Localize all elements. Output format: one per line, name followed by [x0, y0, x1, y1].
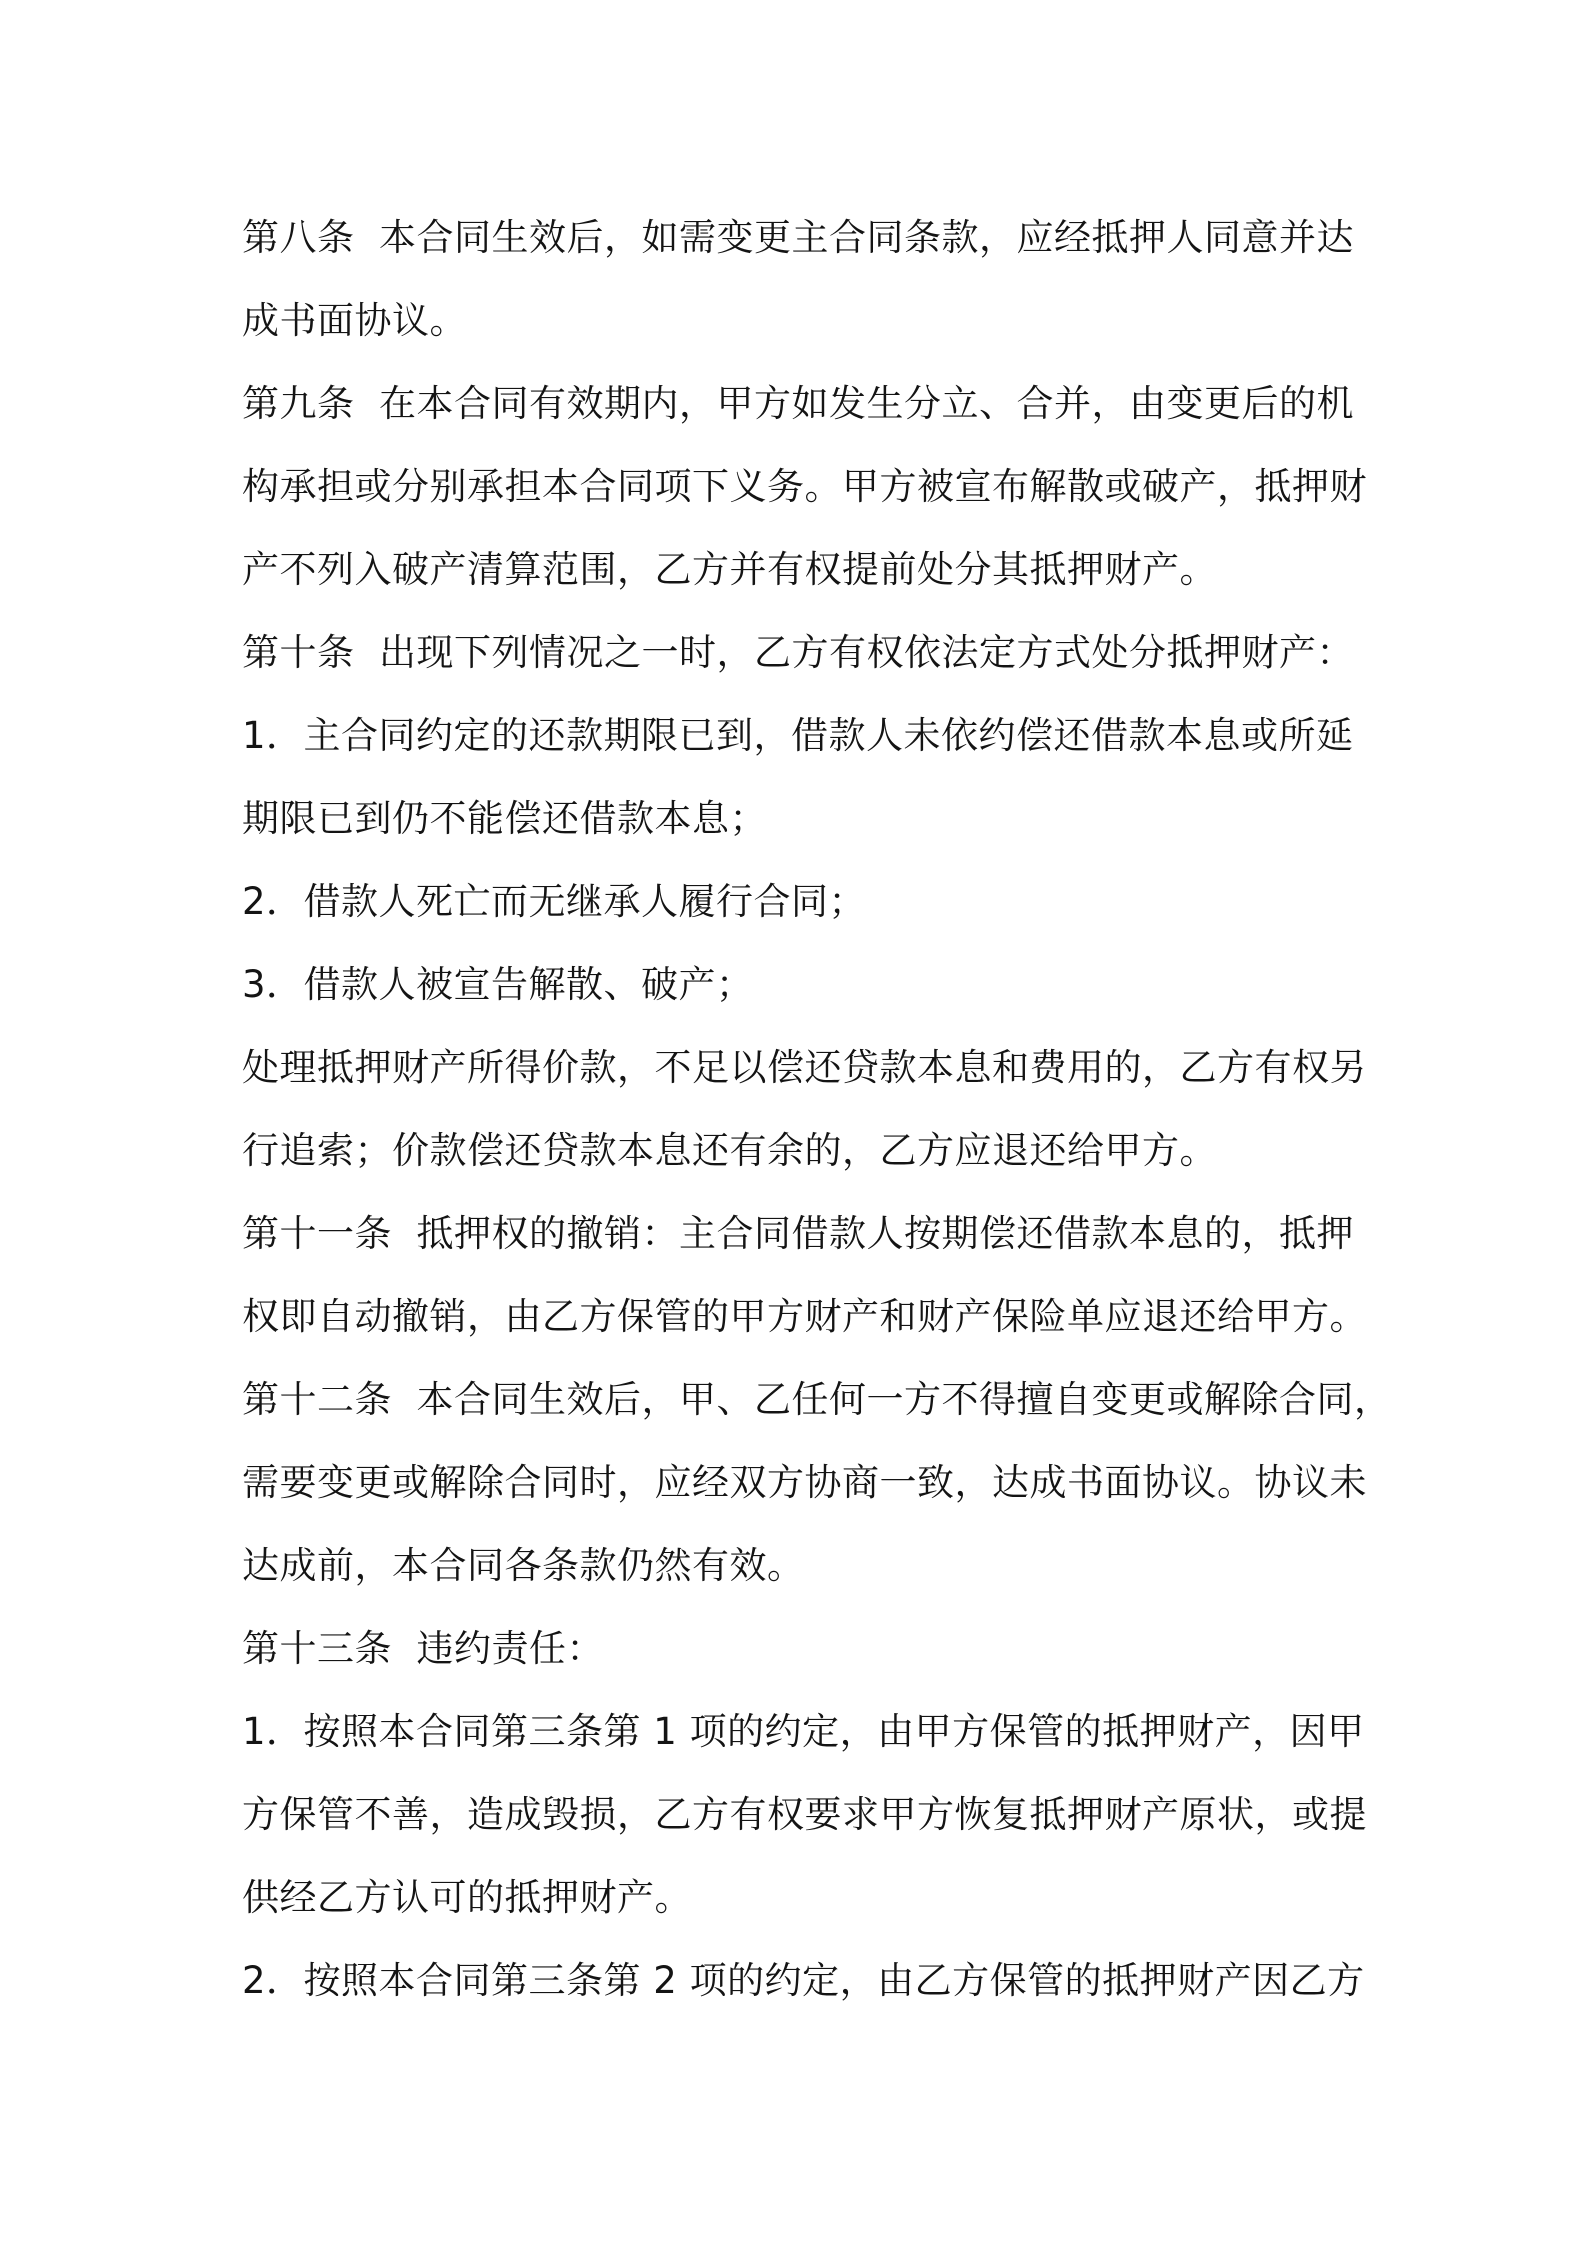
contract-text	[242, 196, 1392, 2022]
text-line: 行追索；价款偿还贷款本息还有余的，乙方应退还给甲方。	[242, 1129, 1217, 1172]
text-line: 第九条 在本合同有效期内，甲方如发生分立、合并，由变更后的机	[242, 382, 1355, 425]
text-line: 期限已到仍不能偿还借款本息；	[242, 797, 767, 840]
text-line: 处理抵押财产所得价款，不足以偿还贷款本息和费用的，乙方有权另	[242, 1046, 1367, 1089]
text-line: 需要变更或解除合同时，应经双方协商一致，达成书面协议。协议未	[242, 1461, 1367, 1504]
text-line: 1．按照本合同第三条第 1 项的约定，由甲方保管的抵押财产，因甲	[242, 1710, 1365, 1753]
text-line: 成书面协议。	[242, 299, 467, 342]
text-line: 达成前，本合同各条款仍然有效。	[242, 1544, 805, 1587]
text-line: 2．按照本合同第三条第 2 项的约定，由乙方保管的抵押财产因乙方	[242, 1959, 1365, 2002]
text-line: 产不列入破产清算范围，乙方并有权提前处分其抵押财产。	[242, 548, 1217, 591]
text-line: 权即自动撤销，由乙方保管的甲方财产和财产保险单应退还给甲方。	[242, 1295, 1367, 1338]
text-line: 供经乙方认可的抵押财产。	[242, 1876, 692, 1919]
text-line: 1．主合同约定的还款期限已到，借款人未依约偿还借款本息或所延	[242, 714, 1354, 757]
text-line: 3．借款人被宣告解散、破产；	[242, 963, 754, 1006]
text-line: 第八条 本合同生效后，如需变更主合同条款，应经抵押人同意并达	[242, 216, 1355, 259]
text-line: 方保管不善，造成毁损，乙方有权要求甲方恢复抵押财产原状，或提	[242, 1793, 1367, 1836]
text-line: 第十一条 抵押权的撤销：主合同借款人按期偿还借款本息的，抵押	[242, 1212, 1355, 1255]
text-line: 第十条 出现下列情况之一时，乙方有权依法定方式处分抵押财产：	[242, 631, 1355, 674]
text-line: 第十二条 本合同生效后，甲、乙任何一方不得擅自变更或解除合同，	[242, 1378, 1392, 1421]
text-line: 构承担或分别承担本合同项下义务。甲方被宣布解散或破产，抵押财	[242, 465, 1367, 508]
text-line: 第十三条 违约责任：	[242, 1627, 605, 1670]
text-line: 2．借款人死亡而无继承人履行合同；	[242, 880, 867, 923]
